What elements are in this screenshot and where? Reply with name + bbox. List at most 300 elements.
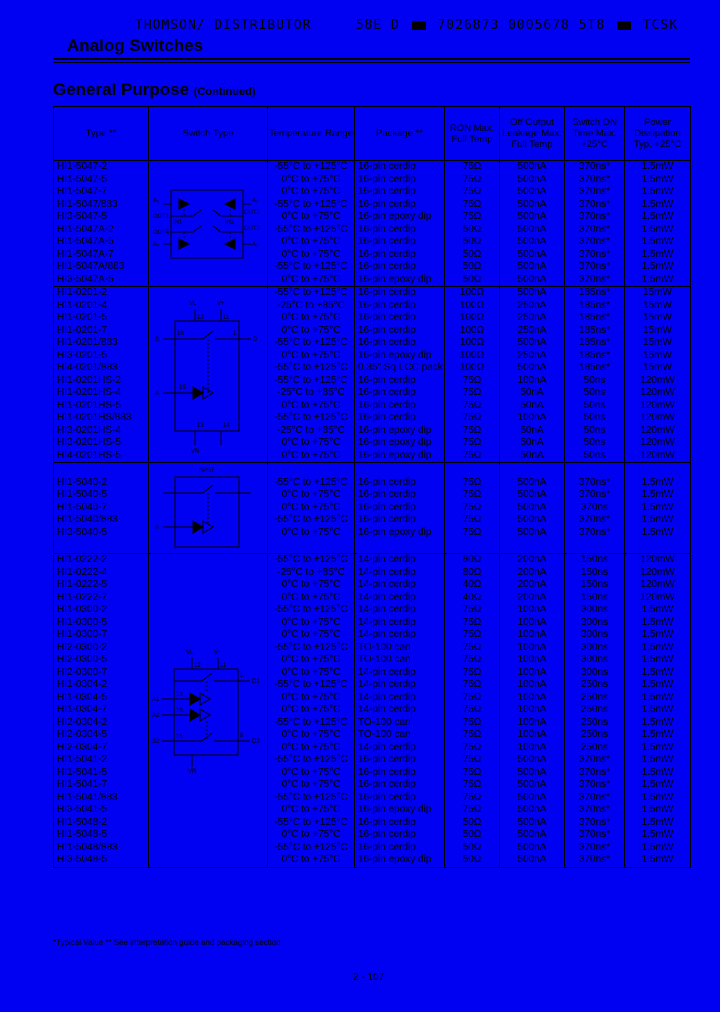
list-item: 500nA: [517, 287, 547, 298]
list-item: HI1-0304-5: [57, 691, 108, 703]
list-item: 370ns*: [578, 829, 611, 840]
list-item: 16-pin cerdip: [358, 161, 416, 172]
list-item: 75Ω: [462, 437, 482, 448]
list-item: 15mW: [643, 287, 672, 298]
list-item: 1.5mW: [641, 729, 674, 740]
list-item: 14-pin cerdip: [358, 741, 416, 753]
list-item: 120mW: [640, 424, 675, 436]
list-item: 370ns: [580, 501, 609, 513]
list-item: HI1-5047-2: [57, 161, 108, 172]
list-item: 370ns*: [578, 489, 611, 501]
list-item: 50Ω: [462, 248, 482, 260]
list-item: 75Ω: [462, 729, 482, 740]
page-title: [53, 80, 256, 100]
svg-text:12: 12: [197, 314, 204, 321]
ron-cell: [445, 463, 500, 554]
list-item: 50Ω: [462, 223, 482, 235]
list-item: -55°C to +125°C: [274, 841, 348, 853]
list-item: 1.5mW: [641, 804, 674, 815]
list-item: 500nA: [517, 854, 547, 865]
list-item: HI2-0304-7: [57, 741, 108, 753]
footnote: *Typical Value ** See interpretation guide and packaging section: [53, 938, 281, 947]
svg-text:11: 11: [220, 663, 227, 670]
svg-text:8: 8: [240, 733, 244, 740]
list-item: 120mW: [640, 566, 675, 578]
list-item: 16-pin cerdip: [358, 186, 416, 197]
list-item: HI1-0222-4: [57, 566, 108, 578]
part-group-row: [54, 554, 691, 868]
list-item: 40Ω: [462, 579, 482, 590]
list-item: 16-pin cerdip: [358, 261, 416, 272]
list-item: 1.5mW: [641, 854, 674, 865]
list-item: 75Ω: [462, 526, 482, 538]
list-item: 50Ω: [462, 816, 482, 828]
list-item: 300ns: [580, 666, 609, 678]
list-item: 16-pin epoxy dip: [358, 804, 432, 815]
list-item: 300ns: [580, 629, 609, 640]
list-item: -55°C to +125°C: [274, 791, 348, 803]
type-cell: [54, 161, 149, 287]
list-item: -55°C to +125°C: [274, 754, 348, 765]
list-item: 1.5mW: [641, 211, 674, 222]
list-item: 75Ω: [462, 186, 482, 197]
list-item: 75Ω: [462, 666, 482, 678]
list-item: TO-100 can: [358, 654, 411, 665]
list-item: 370ns*: [578, 526, 611, 538]
switch-on-cell: [565, 287, 625, 463]
list-item: 15mW: [643, 324, 672, 336]
list-item: 100Ω: [459, 349, 485, 361]
list-item: 75Ω: [462, 399, 482, 411]
list-item: 370ns*: [578, 766, 611, 778]
list-item: 100Ω: [459, 312, 485, 323]
list-item: 1.5mW: [641, 779, 674, 790]
list-item: 500nA: [517, 514, 547, 526]
list-item: 370ns*: [578, 211, 611, 222]
svg-text:16: 16: [176, 708, 183, 715]
svg-text:D1: D1: [252, 679, 260, 686]
list-item: HI3-0201HS-5: [57, 437, 121, 448]
scan-header-stamp: [135, 18, 679, 33]
svg-text:OUT2: OUT2: [244, 209, 261, 216]
list-item: 0°C to +75°C: [281, 741, 341, 753]
list-item: 0°C to +75°C: [281, 526, 341, 538]
type-cell: [54, 554, 149, 868]
list-item: 185ns*: [578, 349, 611, 361]
svg-text:13: 13: [176, 692, 183, 699]
list-item: HI1-0222-7: [57, 591, 108, 603]
list-item: 16-pin cerdip: [358, 514, 416, 526]
list-item: 500nA: [517, 526, 547, 538]
list-item: 100Ω: [459, 324, 485, 336]
list-item: 200nA: [517, 579, 547, 590]
switch-on-cell: [565, 554, 625, 868]
list-item: 14-pin cerdip: [358, 679, 416, 690]
stamp-code-mid: 58E D: [355, 18, 400, 33]
col-header-ron: RON Max. Full Temp: [445, 107, 500, 161]
svg-text:A₂: A₂: [252, 197, 259, 204]
list-item: 14-pin cerdip: [358, 591, 416, 603]
svg-text:VR: VR: [188, 769, 197, 776]
list-item: 500nA: [517, 766, 547, 778]
list-item: 0°C to +75°C: [281, 489, 341, 501]
list-item: 100Ω: [459, 287, 485, 298]
list-item: -25°C to +85°C: [277, 424, 345, 436]
svg-text:S2: S2: [152, 739, 160, 746]
list-item: 1.5mW: [641, 679, 674, 690]
col-header-switch-type: Switch Type: [149, 107, 268, 161]
list-item: 1.5mW: [641, 186, 674, 197]
list-item: 0°C to +75°C: [281, 829, 341, 840]
list-item: 500nA: [517, 829, 547, 840]
list-item: HI1-5047A-2: [57, 223, 114, 235]
list-item: TO-100 can: [358, 729, 411, 740]
list-item: 250ns: [580, 704, 609, 715]
list-item: 0°C to +75°C: [281, 704, 341, 715]
switch-type-diagram-cell: [149, 554, 268, 868]
list-item: 75Ω: [462, 691, 482, 703]
list-item: -55°C to +125°C: [274, 641, 348, 653]
quad-spst-diagram: [153, 174, 263, 274]
list-item: -55°C to +125°C: [274, 716, 348, 728]
svg-text:A2: A2: [152, 713, 160, 720]
list-item: -55°C to +125°C: [274, 261, 348, 272]
list-item: 250nA: [517, 349, 547, 361]
svg-text:A₁: A₁: [153, 197, 160, 204]
list-item: 75Ω: [462, 641, 482, 653]
list-item: 0°C to +75°C: [281, 691, 341, 703]
list-item: HI1-0300-7: [57, 629, 108, 640]
list-item: 0°C to +75°C: [281, 804, 341, 815]
list-item: 370ns*: [578, 754, 611, 765]
svg-text:VR: VR: [191, 448, 200, 455]
svg-text:IN1: IN1: [173, 219, 183, 226]
list-item: HI1-5041-5: [57, 766, 108, 778]
list-item: HI1-0304-7: [57, 704, 108, 715]
list-item: 100nA: [517, 704, 547, 715]
list-item: HI1-5040-5: [57, 489, 108, 501]
list-item: 370ns*: [578, 223, 611, 235]
stamp-code: 7026873 0005678 5T8: [437, 18, 606, 33]
list-item: 120mW: [640, 554, 675, 565]
list-item: 1.5mW: [641, 526, 674, 538]
list-item: 370ns*: [578, 854, 611, 865]
svg-text:A1: A1: [152, 697, 160, 704]
page-number: 2 - 107: [353, 972, 385, 983]
type-cell: [54, 463, 149, 554]
list-item: 16-pin epoxy dip: [358, 854, 432, 865]
list-item: 75Ω: [462, 791, 482, 803]
list-item: HI1-5041/883: [57, 791, 118, 803]
list-item: 150ns: [580, 591, 609, 603]
list-item: 500nA: [517, 223, 547, 235]
svg-text:14: 14: [223, 422, 230, 429]
list-item: 0°C to +75°C: [281, 324, 341, 336]
list-item: 250nA: [517, 299, 547, 311]
part-group-row: [54, 463, 691, 554]
list-item: 50nA: [520, 449, 544, 461]
list-item: HI1-5047A-7: [57, 248, 114, 260]
list-item: 1.5mW: [641, 236, 674, 247]
list-item: 1.5mW: [641, 754, 674, 765]
list-item: 370ns*: [578, 779, 611, 790]
list-item: 1.5mW: [641, 261, 674, 272]
list-item: 0°C to +75°C: [281, 854, 341, 865]
list-item: 100nA: [517, 666, 547, 678]
list-item: 16-pin cerdip: [358, 198, 416, 210]
list-item: -55°C to +125°C: [274, 554, 348, 565]
list-item: HI1-5040/883: [57, 514, 118, 526]
power-cell: [625, 554, 691, 868]
list-item: HI3-5047A-5: [57, 273, 114, 285]
package-cell: [355, 463, 445, 554]
list-item: 200nA: [517, 554, 547, 565]
leakage-cell: [500, 554, 565, 868]
list-item: 75Ω: [462, 514, 482, 526]
svg-text:D2: D2: [252, 739, 260, 746]
list-item: 500nA: [517, 791, 547, 803]
list-item: -55°C to +125°C: [274, 223, 348, 235]
list-item: 100nA: [517, 641, 547, 653]
svg-text:A: A: [155, 390, 160, 397]
stamp-block-mark: [617, 21, 631, 30]
list-item: 75Ω: [462, 716, 482, 728]
list-item: HI1-5047A/883: [57, 261, 125, 272]
power-cell: [625, 463, 691, 554]
list-item: 16-pin cerdip: [358, 236, 416, 247]
list-item: 16-pin epoxy dip: [358, 526, 432, 538]
list-item: 50ns: [583, 449, 606, 461]
col-header-power: Power Dissipation Typ. +25°C: [625, 107, 691, 161]
list-item: 14-pin cerdip: [358, 566, 416, 578]
list-item: 75Ω: [462, 211, 482, 222]
list-item: 40Ω: [462, 591, 482, 603]
list-item: 100nA: [517, 741, 547, 753]
list-item: 100nA: [517, 616, 547, 628]
list-item: 16-pin cerdip: [358, 299, 416, 311]
list-item: 500nA: [517, 804, 547, 815]
dual-spst-diagram: [152, 645, 264, 775]
list-item: -25°C to +85°C: [277, 566, 345, 578]
list-item: 75Ω: [462, 412, 482, 423]
list-item: 0°C to +75°C: [281, 666, 341, 678]
list-item: 0°C to +75°C: [281, 449, 341, 461]
list-item: 1.5mW: [641, 654, 674, 665]
list-item: 0°C to +75°C: [281, 248, 341, 260]
list-item: 370ns*: [578, 514, 611, 526]
list-item: 185ns*: [578, 312, 611, 323]
list-item: 300ns: [580, 604, 609, 615]
list-item: 250ns: [580, 716, 609, 728]
list-item: 16-pin cerdip: [358, 791, 416, 803]
list-item: 16-pin epoxy dip: [358, 349, 432, 361]
list-item: 370ns*: [578, 248, 611, 260]
list-item: 300ns: [580, 654, 609, 665]
list-item: HI1-0300-5: [57, 616, 108, 628]
switch-table: [53, 106, 691, 868]
list-item: 500nA: [517, 489, 547, 501]
list-item: 1.5mW: [641, 173, 674, 185]
leakage-cell: [500, 463, 565, 554]
list-item: 16-pin cerdip: [358, 223, 416, 235]
list-item: -55°C to +125°C: [274, 514, 348, 526]
list-item: 500nA: [517, 476, 547, 488]
list-item: 100nA: [517, 654, 547, 665]
list-item: 16-pin cerdip: [358, 816, 416, 828]
list-item: 14-pin cerdip: [358, 691, 416, 703]
list-item: 75Ω: [462, 198, 482, 210]
list-item: 150ns: [580, 554, 609, 565]
package-cell: [355, 287, 445, 463]
list-item: 1.5mW: [641, 273, 674, 285]
list-item: 50Ω: [462, 841, 482, 853]
list-item: TO-100 can: [358, 641, 411, 653]
svg-text:11: 11: [223, 314, 230, 321]
list-item: 50nA: [520, 424, 544, 436]
list-item: 0°C to +75°C: [281, 616, 341, 628]
list-item: HI1-5041-7: [57, 779, 108, 790]
list-item: HI1-0201-5: [57, 312, 108, 323]
list-item: 75Ω: [462, 654, 482, 665]
list-item: 16-pin cerdip: [358, 829, 416, 840]
svg-text:OUT1: OUT1: [153, 213, 170, 220]
list-item: 1.5mW: [641, 841, 674, 853]
list-item: 15mW: [643, 312, 672, 323]
list-item: 75Ω: [462, 741, 482, 753]
list-item: 370ns*: [578, 198, 611, 210]
list-item: 75Ω: [462, 616, 482, 628]
list-item: 370ns*: [578, 161, 611, 172]
list-item: 75Ω: [462, 779, 482, 790]
list-item: HI3-5047-5: [57, 211, 108, 222]
list-item: HI1-0222-2: [57, 554, 108, 565]
list-item: 16-pin cerdip: [358, 766, 416, 778]
list-item: 16-pin cerdip: [358, 374, 416, 386]
list-item: 300ns: [580, 641, 609, 653]
list-item: HI1-5047A-5: [57, 236, 114, 247]
list-item: HI3-0201-5: [57, 349, 108, 361]
part-group-row: [54, 161, 691, 287]
switch-on-cell: [565, 463, 625, 554]
list-item: 50ns: [583, 374, 606, 386]
list-item: 16-pin cerdip: [358, 399, 416, 411]
part-group-row: [54, 287, 691, 463]
list-item: HI3-5041-5: [57, 804, 108, 815]
list-item: 50Ω: [462, 854, 482, 865]
list-item: HI1-0201HS-4: [57, 387, 121, 398]
list-item: 370ns*: [578, 804, 611, 815]
list-item: 100Ω: [459, 337, 485, 348]
list-item: 1.5mW: [641, 666, 674, 678]
list-item: 16-pin epoxy dip: [358, 449, 432, 461]
list-item: 200nA: [517, 591, 547, 603]
list-item: 0°C to +75°C: [281, 173, 341, 185]
list-item: 500nA: [517, 362, 547, 373]
list-item: 185ns*: [578, 287, 611, 298]
list-item: 100Ω: [459, 299, 485, 311]
list-item: 75Ω: [462, 476, 482, 488]
power-cell: [625, 161, 691, 287]
list-item: HI1-5048-5: [57, 829, 108, 840]
list-item: 185ns*: [578, 299, 611, 311]
svg-text:15: 15: [176, 734, 183, 741]
list-item: 370ns*: [578, 841, 611, 853]
list-item: 100nA: [517, 412, 547, 423]
list-item: 16-pin cerdip: [358, 312, 416, 323]
spst-5040-diagram: [153, 463, 263, 553]
list-item: -55°C to +125°C: [274, 374, 348, 386]
leakage-cell: [500, 161, 565, 287]
svg-text:16: 16: [177, 330, 184, 337]
list-item: 14-pin cerdip: [358, 629, 416, 640]
list-item: 370ns*: [578, 186, 611, 197]
list-item: 14-pin cerdip: [358, 604, 416, 615]
list-item: 50Ω: [462, 273, 482, 285]
list-item: 16-pin cerdip: [358, 476, 416, 488]
list-item: 15mW: [643, 299, 672, 311]
list-item: 0°C to +75°C: [281, 349, 341, 361]
col-header-temperature: Temperature Range: [268, 107, 355, 161]
list-item: -55°C to +125°C: [274, 198, 348, 210]
list-item: 500nA: [517, 261, 547, 272]
list-item: 500nA: [517, 236, 547, 247]
list-item: 1.5mW: [641, 514, 674, 526]
list-item: 120mW: [640, 374, 675, 386]
list-item: HI2-0304-5: [57, 729, 108, 740]
list-item: 0°C to +75°C: [281, 501, 341, 513]
list-item: 16-pin epoxy dip: [358, 437, 432, 448]
list-item: -55°C to +125°C: [274, 412, 348, 423]
list-item: HI1-5040-7: [57, 501, 108, 513]
list-item: 500nA: [517, 754, 547, 765]
list-item: 75Ω: [462, 489, 482, 501]
list-item: 500nA: [517, 198, 547, 210]
list-item: 250ns: [580, 679, 609, 690]
list-item: 185ns*: [578, 337, 611, 348]
list-item: HI1-0201-2: [57, 287, 108, 298]
svg-text:A₃: A₃: [252, 241, 259, 248]
page-title-continued: (Continued): [193, 86, 256, 98]
list-item: 50nA: [520, 437, 544, 448]
svg-text:SPST: SPST: [199, 468, 215, 474]
switch-type-diagram-cell: [149, 463, 268, 554]
table-header-row: [54, 107, 691, 161]
list-item: -25°C to +85°C: [277, 387, 345, 398]
list-item: HI1-5047/883: [57, 198, 118, 210]
svg-text:V+: V+: [214, 650, 222, 657]
list-item: HI2-0304-2: [57, 716, 108, 728]
list-item: 1.5mW: [641, 248, 674, 260]
list-item: HI1-5048/883: [57, 841, 118, 853]
list-item: 0°C to +75°C: [281, 236, 341, 247]
list-item: 16-pin cerdip: [358, 287, 416, 298]
list-item: HI1-5047-5: [57, 173, 108, 185]
list-item: 14-pin cerdip: [358, 616, 416, 628]
temperature-cell: [268, 161, 355, 287]
list-item: 75Ω: [462, 161, 482, 172]
list-item: HI2-0300-5: [57, 654, 108, 665]
list-item: 75Ω: [462, 173, 482, 185]
switch-on-cell: [565, 161, 625, 287]
list-item: 16-pin epoxy dip: [358, 424, 432, 436]
spst-switch-diagram: [153, 295, 263, 455]
list-item: 50Ω: [462, 829, 482, 840]
list-item: 1.5mW: [641, 641, 674, 653]
list-item: 100nA: [517, 604, 547, 615]
list-item: 500nA: [517, 779, 547, 790]
list-item: HI3-5048-5: [57, 854, 108, 865]
list-item: 75Ω: [462, 449, 482, 461]
